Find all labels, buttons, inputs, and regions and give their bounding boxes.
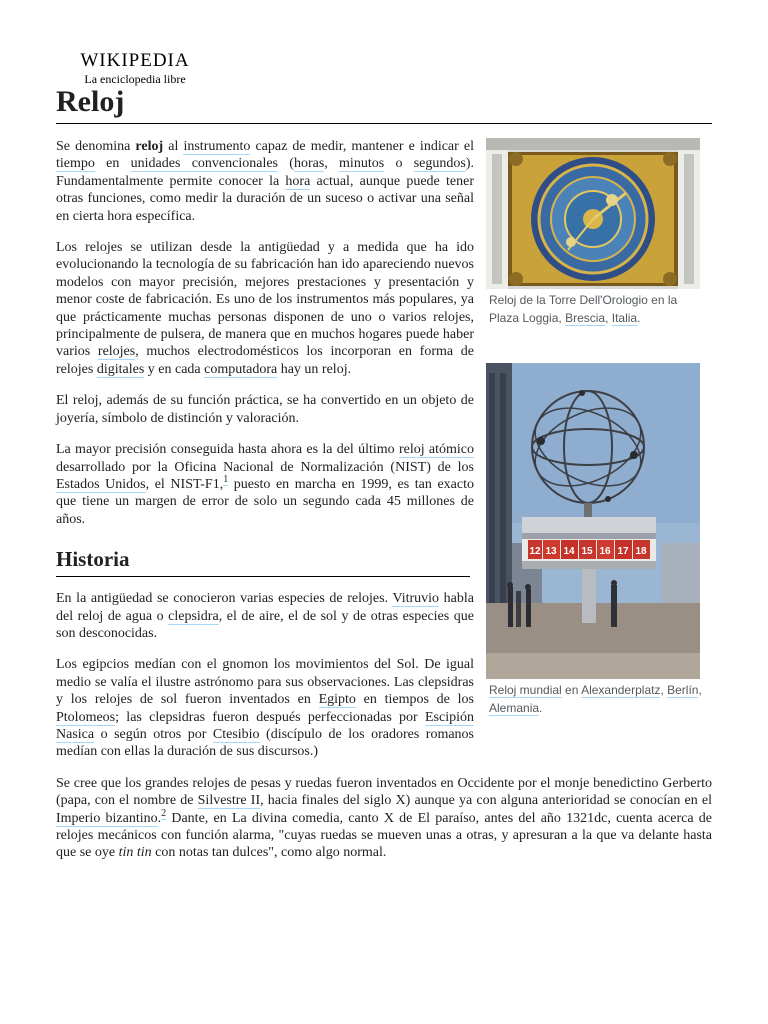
link-unidades-convencionales[interactable]: unidades convencionales bbox=[130, 156, 278, 172]
digit-18: 18 bbox=[635, 546, 647, 557]
link-vitruvio[interactable]: Vitruvio bbox=[392, 591, 440, 607]
brescia-clock-image[interactable] bbox=[486, 138, 700, 289]
link-tiempo[interactable]: tiempo bbox=[56, 156, 95, 172]
link-egipto[interactable]: Egipto bbox=[318, 692, 356, 708]
figure-caption-world-clock: Reloj mundial en Alexanderplatz, Berlín, Alemania. bbox=[489, 683, 702, 715]
reference-2[interactable]: 2 bbox=[161, 807, 167, 819]
link-reloj-mundial[interactable]: Reloj mundial bbox=[489, 683, 562, 697]
link-silvestre-ii[interactable]: Silvestre II bbox=[197, 793, 261, 809]
figure-column bbox=[486, 138, 712, 727]
intro-paragraph-3: El reloj, además de su función práctica, se ha convertido en un objeto de joyería, símbolo de distinción y valoración. bbox=[56, 393, 474, 426]
digit-12: 12 bbox=[529, 546, 541, 557]
figure-brescia-clock bbox=[486, 138, 712, 327]
digit-13: 13 bbox=[545, 546, 557, 557]
logo-tagline: La enciclopedia libre bbox=[84, 72, 186, 86]
figure-world-clock bbox=[486, 363, 712, 717]
world-clock-digits bbox=[528, 540, 650, 559]
historia-paragraph-3: Se cree que los grandes relojes de pesas y ruedas fueron inventados en Occidente por el monje benedictino Gerberto (papa, con el nombre de Silvestre II, hacia finales del siglo X) aunque ya con alguna anterioridad se conocían en el Imperio bizantino.$^2$ Dante, en La divina comedia, canto X de El paraíso, antes del año 1321dc, cuenta acerca de relojes mecánicos con función alarma, "cuyas ruedas se mueven unas a otras, y apresuran a la que va delante hasta que se oye tin tin con notas tan dulces", como algo normal. bbox=[56, 775, 712, 861]
link-berlin[interactable]: Berlín bbox=[667, 683, 699, 697]
digit-15: 15 bbox=[581, 546, 593, 557]
section-heading-historia: Historia bbox=[56, 546, 470, 577]
link-clepsidra[interactable]: clepsidra bbox=[168, 608, 219, 624]
link-minutos[interactable]: minutos bbox=[339, 156, 385, 172]
historia-paragraph-2: Los egipcios medían con el gnomon los movimientos del Sol. De igual medio se valía el ilustre astrónomo para sus observaciones. Las clepsidras y los relojes de sol fueron inventados en Egipto en tiempos de los Ptolomeos; las clepsidras fueron después perfeccionadas por Escipión Nasica o según otros por Ctesibio (discípulo de los oradores romanos medían con ellas la duración de sus discursos.) bbox=[56, 657, 474, 760]
digit-14: 14 bbox=[563, 546, 575, 557]
logo-wordmark: WIKIPEDIA bbox=[80, 50, 190, 71]
link-escipion-nasica[interactable]: Escipión Nasica bbox=[56, 709, 474, 742]
digit-17: 17 bbox=[617, 546, 629, 557]
intro-paragraph-4: La mayor precisión conseguida hasta ahora es la del último reloj atómico desarrollado por la Oficina Nacional de Normalización (NIST) de los Estados Unidos, el NIST-F1,$^1$ puesto en marcha en 1999, es tan exacto que tiene un margen de error de solo un segundo cada 45 millones de años. bbox=[56, 442, 474, 527]
link-ctesibio[interactable]: Ctesibio bbox=[212, 726, 260, 742]
figure-caption-brescia: Reloj de la Torre Dell'Orologio en la Plaza Loggia, Brescia, Italia. bbox=[489, 293, 678, 325]
term-reloj: reloj bbox=[135, 139, 164, 154]
article-body bbox=[56, 138, 712, 876]
digit-16: 16 bbox=[599, 546, 611, 557]
link-estados-unidos[interactable]: Estados Unidos bbox=[56, 476, 146, 492]
intro-paragraph-2: Los relojes se utilizan desde la antigüedad y a medida que ha ido evolucionando la tecnología de su fabricación han ido apareciendo nuevos modelos con mayor precisión, mejores prestaciones y presentación y menor coste de fabricación. Es uno de los instrumentos más populares, ya que prácticamente muchas personas disponen de uno o varios relojes, principalmente de pulsera, de manera que en muchos hogares puede haber varios relojes, muchos electrodomésticos los incorporan en forma de relojes digitales y en cada computadora hay un reloj. bbox=[56, 240, 474, 377]
onomatopoeia-tin-tin: tin tin bbox=[118, 845, 152, 861]
link-relojes[interactable]: relojes bbox=[97, 344, 136, 360]
page-title: Reloj bbox=[56, 84, 712, 124]
reference-1[interactable]: 1 bbox=[223, 474, 229, 486]
link-italia[interactable]: Italia bbox=[611, 310, 638, 325]
link-ptolomeos[interactable]: Ptolomeos bbox=[56, 709, 116, 725]
link-alemania[interactable]: Alemania bbox=[489, 700, 540, 715]
link-brescia[interactable]: Brescia bbox=[565, 310, 606, 325]
link-segundos[interactable]: segundos bbox=[413, 156, 466, 172]
link-reloj-atomico[interactable]: reloj atómico bbox=[398, 442, 474, 458]
world-clock-image[interactable] bbox=[486, 363, 700, 679]
link-digitales[interactable]: digitales bbox=[96, 361, 145, 377]
link-imperio-bizantino[interactable]: Imperio bizantino bbox=[56, 810, 158, 826]
historia-paragraph-1: En la antigüedad se conocieron varias especies de relojes. Vitruvio habla del reloj de agua o clepsidra, el de aire, el de sol y de otras especies que son desconocidas. bbox=[56, 591, 474, 641]
intro-paragraph-1: Se denomina reloj al instrumento capaz de medir, mantener e indicar el tiempo en unidades convencionales (horas, minutos o segundos). Fundamentalmente permite conocer la hora actual, aunque puede tener otras funciones, como medir la duración de un suceso o activar una señal en cierta hora específica. bbox=[56, 139, 475, 224]
link-alexanderplatz[interactable]: Alexanderplatz bbox=[581, 683, 661, 697]
link-instrumento[interactable]: instrumento bbox=[183, 139, 251, 154]
link-hora[interactable]: hora bbox=[285, 173, 311, 189]
link-computadora[interactable]: computadora bbox=[204, 361, 278, 377]
link-horas[interactable]: horas bbox=[293, 156, 325, 172]
wikipedia-logo[interactable] bbox=[75, 50, 195, 86]
